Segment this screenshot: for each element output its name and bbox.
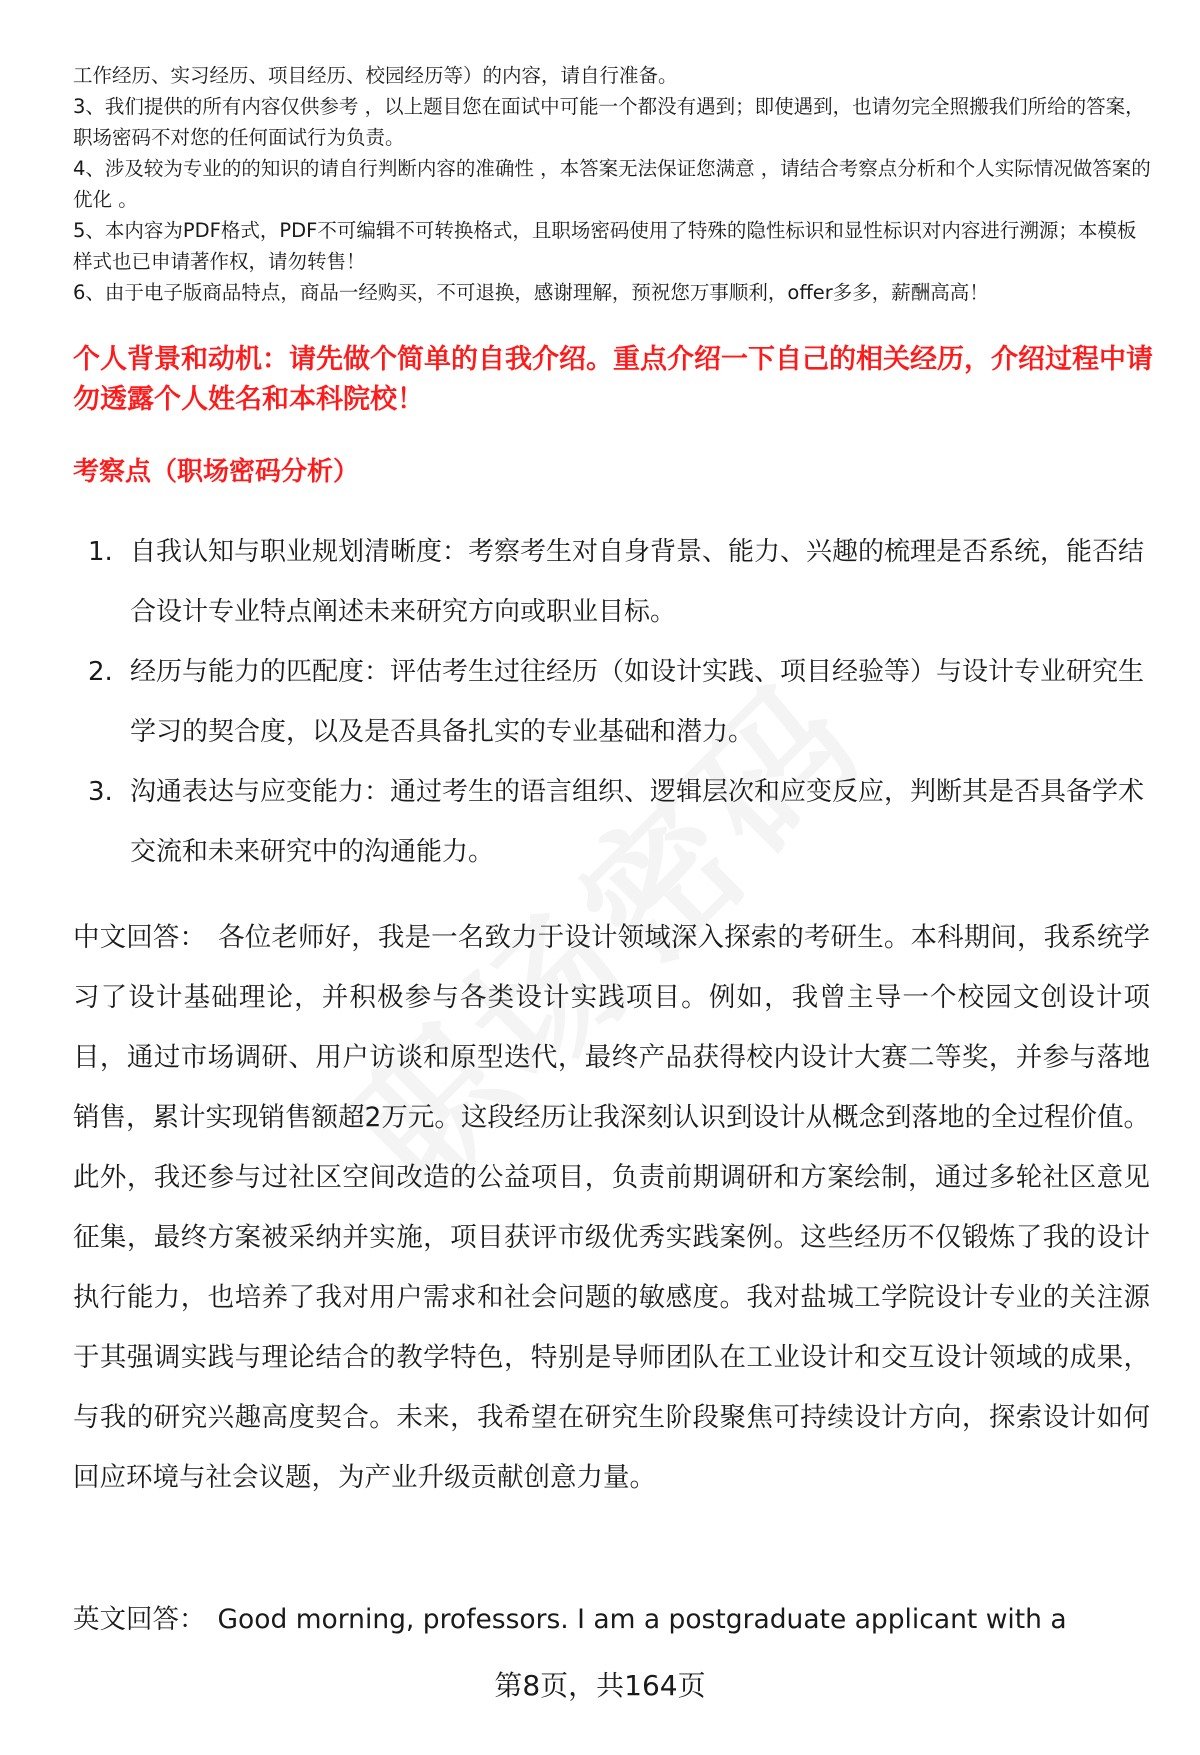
analysis-point: [80, 522, 1148, 642]
point-number: 3.: [88, 777, 113, 807]
note-line: 6、由于电子版商品特点，商品一经购买，不可退换，感谢理解，预祝您万事顺利，offer多多，薪酬高高！: [73, 281, 989, 304]
page-footer: 第8页，共164页: [494, 1669, 706, 1702]
point-number: 2.: [88, 657, 113, 687]
point-text: 经历与能力的匹配度：评估考生过往经历（如设计实践、项目经验等）与设计专业研究生学习的契合度，以及是否具备扎实的专业基础和潜力。: [130, 657, 1145, 747]
note-line: 工作经历、实习经历、项目经历、校园经历等）的内容，请自行准备。: [73, 64, 678, 87]
chinese-answer-text: 各位老师好，我是一名致力于设计领域深入探索的考研生。本科期间，我系统学习了设计基础理论，并积极参与各类设计实践项目。例如，我曾主导一个校园文创设计项目，通过市场调研、用户访谈和原型迭代，最终产品获得校内设计大赛二等奖，并参与落地销售，累计实现销售额超2万元。这段经历让我深刻认识到设计从概念到落地的全过程价值。此外，我还参与过社区空间改造的公益项目，负责前期调研和方案绘制，通过多轮社区意见征集，最终方案被采纳并实施，项目获评市级优秀实践案例。这些经历不仅锻炼了我的设计执行能力，也培养了我对用户需求和社会问题的敏感度。我对盐城工学院设计专业的关注源于其强调实践与理论结合的教学特色，特别是导师团队在工业设计和交互设计领域的成果，与我的研究兴趣高度契合。未来，我希望在研究生阶段聚焦可持续设计方向，探索设计如何回应环境与社会议题，为产业升级贡献创意力量。: [73, 922, 1151, 1493]
english-answer: [73, 1590, 1150, 1650]
note-line: 5、本内容为PDF格式，PDF不可编辑不可转换格式，且职场密码使用了特殊的隐性标识和显性标识对内容进行溯源；本模板样式也已申请著作权，请勿转售！: [73, 219, 1137, 273]
notes-section: [73, 60, 1153, 308]
point-number: 1.: [88, 537, 113, 567]
note-line: 3、我们提供的所有内容仅供参考 ，以上题目您在面试中可能一个都没有遇到；即使遇到，也请勿完全照搬我们所给的答案，职场密码不对您的任何面试行为负责。: [73, 95, 1145, 149]
english-answer-label: 英文回答：: [73, 1604, 206, 1635]
question-heading: 个人背景和动机：请先做个简单的自我介绍。重点介绍一下自己的相关经历，介绍过程中请勿透露个人姓名和本科院校！: [73, 344, 1153, 415]
note-line: 4、涉及较为专业的的知识的请自行判断内容的准确性 ，本答案无法保证您满意 ，请结合考察点分析和个人实际情况做答案的优化 。: [73, 157, 1151, 211]
analysis-point: [80, 762, 1148, 882]
chinese-answer-label: 中文回答：: [73, 922, 207, 953]
analysis-point: [80, 642, 1148, 762]
chinese-answer: [73, 908, 1150, 1508]
english-answer-text: Good morning, professors. I am a postgraduate applicant with a: [217, 1604, 1067, 1635]
point-text: 自我认知与职业规划清晰度：考察考生对自身背景、能力、兴趣的梳理是否系统，能否结合设计专业特点阐述未来研究方向或职业目标。: [130, 537, 1145, 627]
point-text: 沟通表达与应变能力：通过考生的语言组织、逻辑层次和应变反应，判断其是否具备学术交流和未来研究中的沟通能力。: [130, 777, 1145, 867]
analysis-points: [80, 522, 1148, 882]
analysis-title: 考察点（职场密码分析）: [73, 457, 360, 487]
